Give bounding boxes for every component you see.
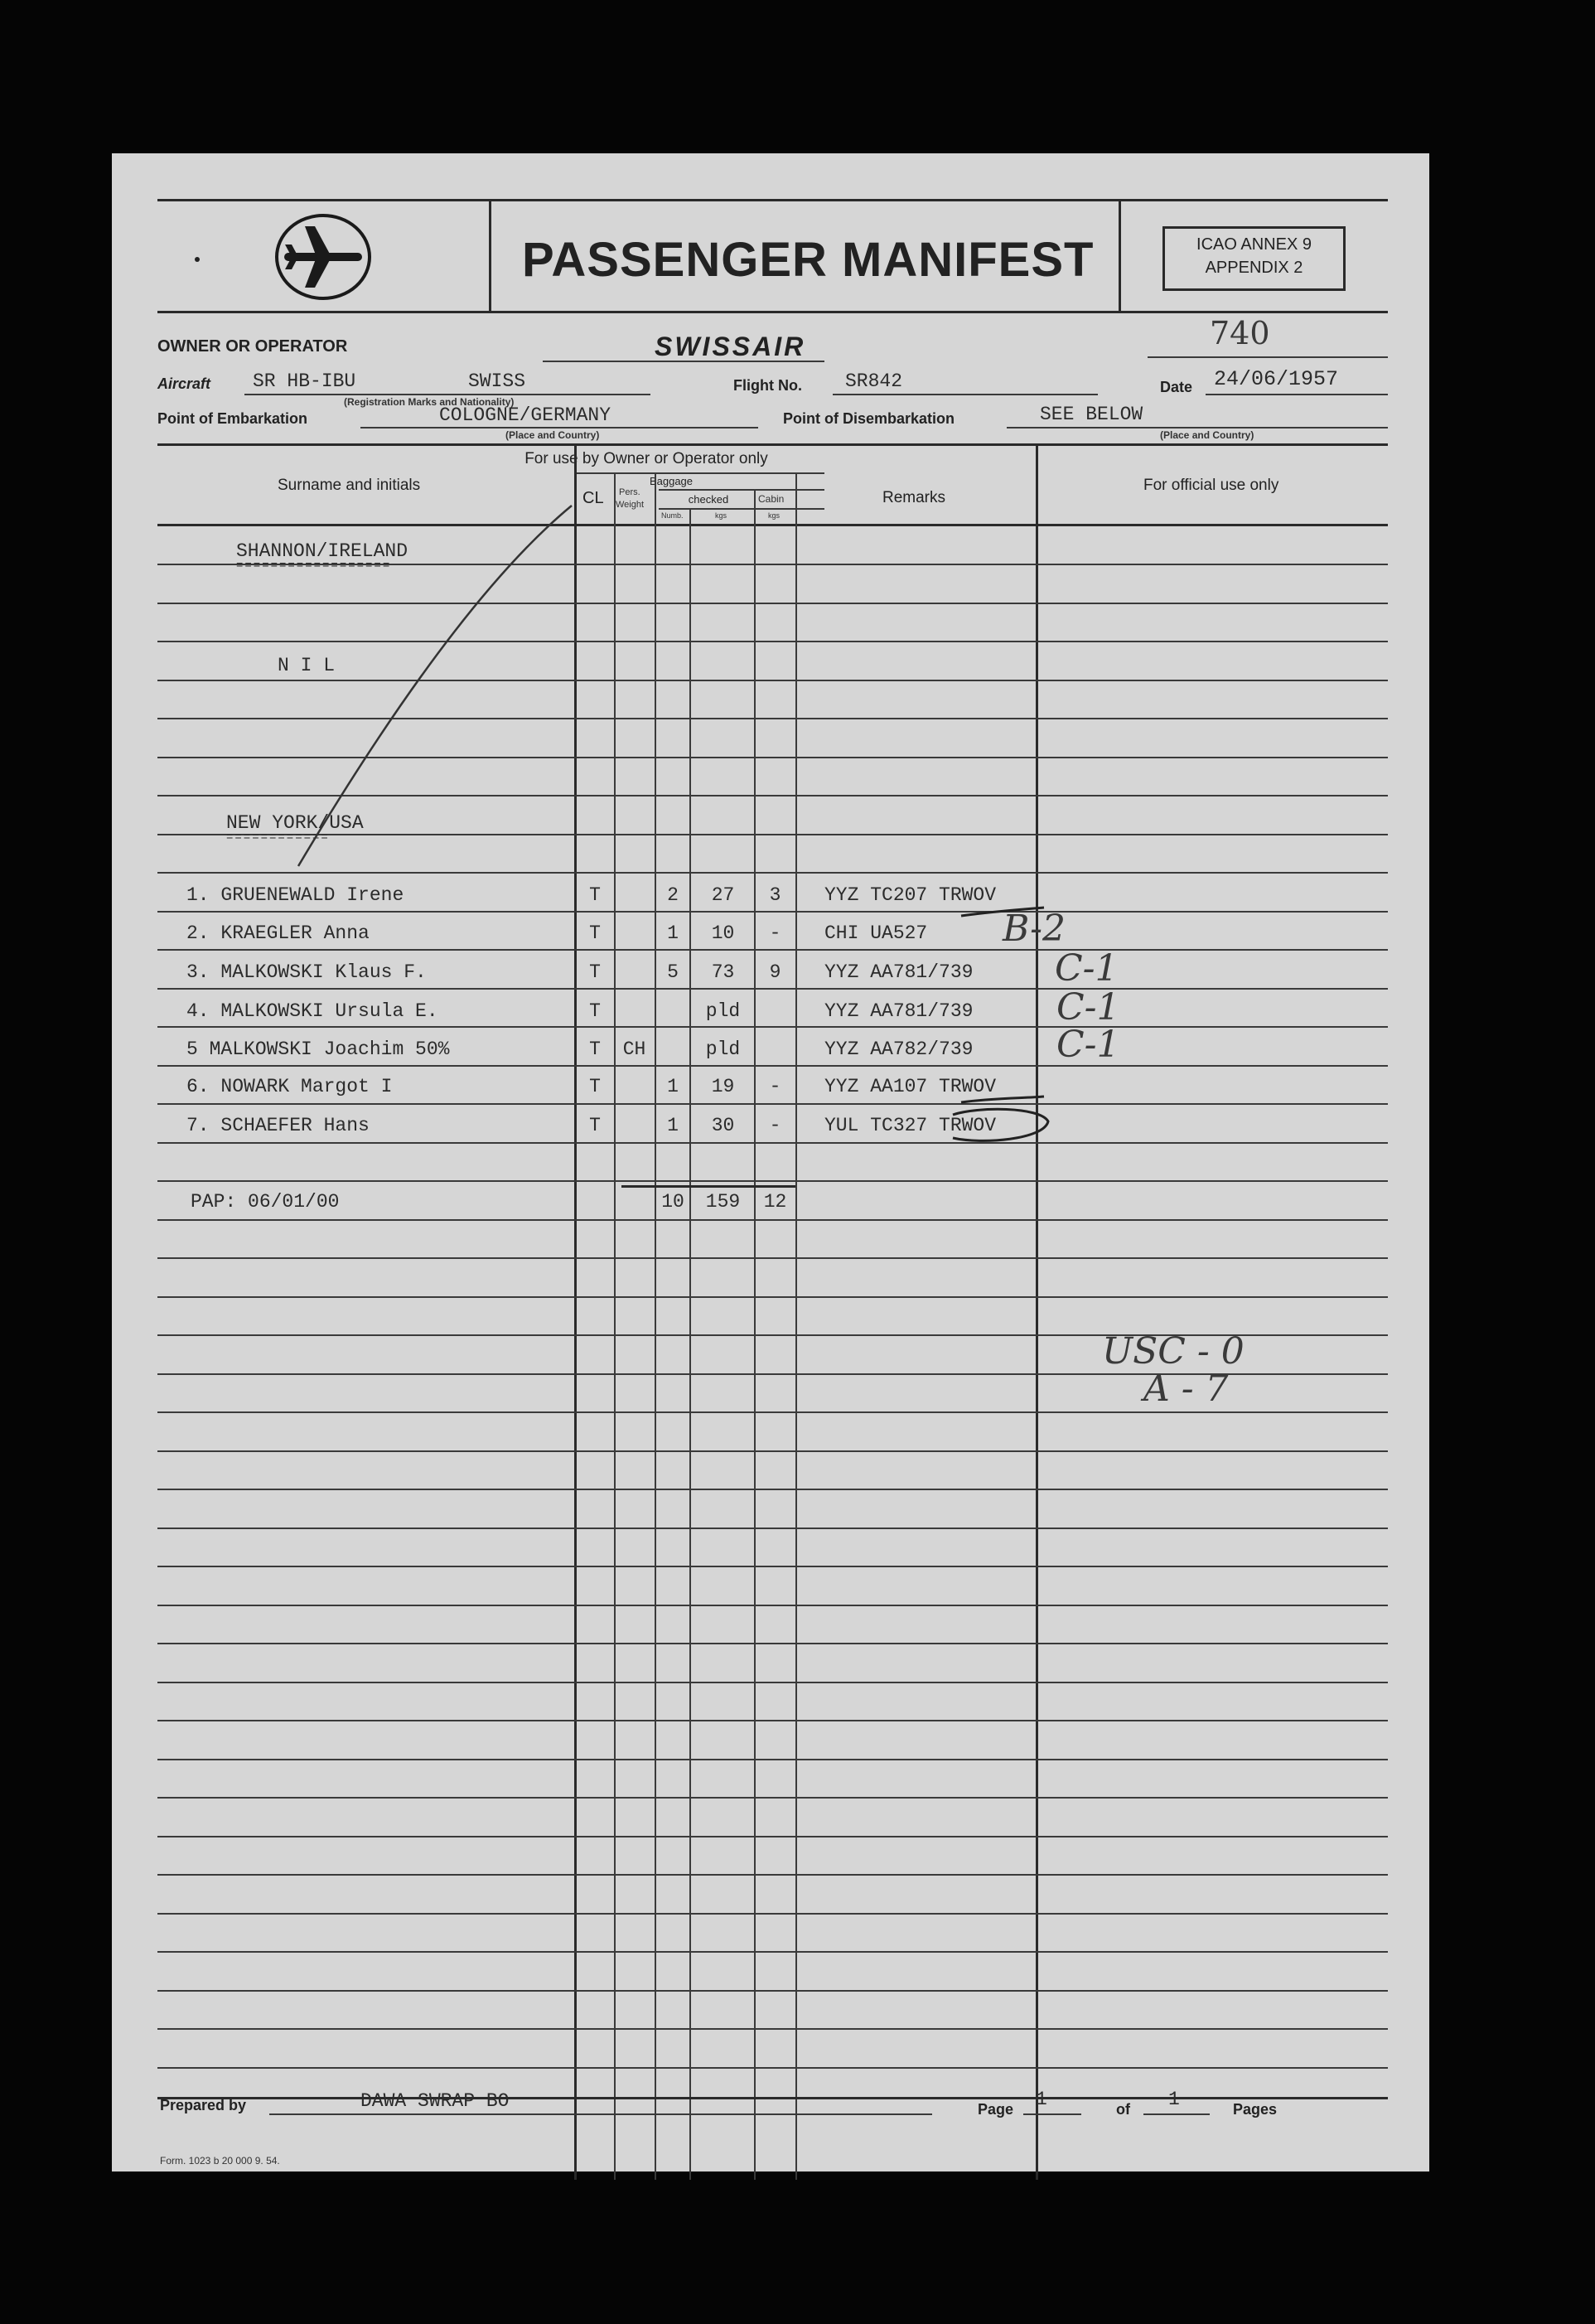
- airline-name: SWISSAIR: [655, 332, 806, 361]
- date-label: Date: [1160, 379, 1193, 395]
- registration-note: (Registration Marks and Nationality): [344, 396, 515, 408]
- baggage-header: Baggage: [649, 475, 694, 487]
- section-newyork: NEW YORK/USA: [226, 812, 364, 834]
- owner-use-header: For use by Owner or Operator only: [524, 450, 768, 467]
- passenger-name: 6. NOWARK Margot I: [186, 1076, 393, 1097]
- passenger-name: 1. GRUENEWALD Irene: [186, 884, 404, 906]
- aircraft-nationality: SWISS: [468, 370, 526, 392]
- of-label: of: [1116, 2101, 1130, 2118]
- passenger-class: T: [589, 1000, 601, 1022]
- official-note-usc: USC - 0: [1102, 1330, 1245, 1373]
- totals-rule: [621, 1185, 795, 1188]
- date-value: 24/06/1957: [1214, 367, 1339, 391]
- embarkation-value: COLOGNE/GERMANY: [439, 404, 611, 426]
- baggage-number: 1: [667, 922, 679, 944]
- cabin-kgs: 9: [769, 961, 781, 983]
- section-shannon-underline: ==================: [236, 559, 392, 573]
- passenger-class: T: [589, 1115, 601, 1136]
- cabin-kgs: -: [769, 922, 781, 944]
- totals-kgs: 159: [705, 1191, 741, 1213]
- section-shannon: SHANNON/IRELAND: [236, 540, 408, 562]
- baggage-number: 1: [667, 1076, 679, 1097]
- surname-header: Surname and initials: [278, 477, 421, 494]
- of-underline: [1143, 2113, 1210, 2115]
- baggage-number: 1: [667, 1115, 679, 1136]
- numb-header: Numb.: [661, 511, 684, 520]
- official-note: C-1: [1055, 947, 1119, 990]
- cabin-kgs-header: kgs: [768, 511, 781, 520]
- form-code: Form. 1023 b 20 000 9. 54.: [160, 2155, 280, 2167]
- passenger-remarks: YUL TC327 TRWOV: [824, 1115, 997, 1136]
- baggage-kgs: 27: [711, 884, 735, 906]
- personal-weight: CH: [622, 1039, 646, 1060]
- of-value: 1: [1168, 2089, 1180, 2110]
- section-newyork-underline: ============: [226, 831, 330, 845]
- embarkation-note: (Place and Country): [505, 429, 600, 441]
- cabin-header: Cabin: [758, 493, 785, 505]
- embarkation-label: Point of Embarkation: [157, 410, 308, 427]
- cabin-kgs: 3: [769, 884, 781, 906]
- footer-top-rule: [157, 2097, 1388, 2099]
- disembarkation-value: SEE BELOW: [1040, 404, 1143, 425]
- passenger-remarks: YYZ AA781/739: [824, 1000, 974, 1022]
- cl-header: CL: [582, 489, 604, 507]
- cabin-kgs: -: [769, 1076, 781, 1097]
- prepared-by-value: DAWA SWRAP BO: [360, 2090, 510, 2112]
- passenger-name: 7. SCHAEFER Hans: [186, 1115, 370, 1136]
- passenger-class: T: [589, 1076, 601, 1097]
- passenger-name: 4. MALKOWSKI Ursula E.: [186, 1000, 438, 1022]
- totals-cabin: 12: [763, 1191, 787, 1213]
- manifest-sheet: [112, 153, 1429, 2171]
- passenger-class: T: [589, 1039, 601, 1060]
- official-note: C-1: [1056, 1024, 1120, 1066]
- passenger-name: 3. MALKOWSKI Klaus F.: [186, 961, 427, 983]
- flight-no-value: SR842: [845, 370, 903, 392]
- cabin-kgs: -: [769, 1115, 781, 1136]
- official-note-a: A - 7: [1143, 1368, 1229, 1410]
- checked-header: checked: [688, 493, 729, 506]
- disembarkation-label: Point of Disembarkation: [783, 410, 955, 427]
- passenger-name: 5 MALKOWSKI Joachim 50%: [186, 1039, 450, 1060]
- official-header: For official use only: [1143, 477, 1279, 494]
- aircraft-registration: SR HB-IBU: [253, 370, 356, 392]
- prepared-by-underline: [269, 2113, 932, 2115]
- remarks-header: Remarks: [882, 489, 946, 506]
- aircraft-label: Aircraft: [157, 375, 211, 392]
- passenger-class: T: [589, 922, 601, 944]
- baggage-kgs: 19: [711, 1076, 735, 1097]
- pers-weight-header-2: Weight: [616, 500, 645, 510]
- passenger-remarks: YYZ AA782/739: [824, 1039, 974, 1060]
- passenger-class: T: [589, 884, 601, 906]
- kgs-header: kgs: [715, 511, 727, 520]
- page-underline: [1023, 2113, 1081, 2115]
- official-note: C-1: [1056, 986, 1120, 1029]
- pers-weight-header-1: Pers.: [619, 487, 640, 497]
- passenger-remarks: YYZ AA781/739: [824, 961, 974, 983]
- passenger-remarks: CHI UA527: [824, 922, 928, 944]
- baggage-number: 2: [667, 884, 679, 906]
- totals-number: 10: [661, 1191, 684, 1213]
- owner-operator-label: OWNER OR OPERATOR: [157, 337, 348, 356]
- passenger-remarks: YYZ AA107 TRWOV: [824, 1076, 997, 1097]
- baggage-number: 5: [667, 961, 679, 983]
- passenger-class: T: [589, 961, 601, 983]
- passenger-name: 2. KRAEGLER Anna: [186, 922, 370, 944]
- baggage-kgs: pld: [705, 1039, 741, 1060]
- passenger-remarks: YYZ TC207 TRWOV: [824, 884, 997, 906]
- flight-no-label: Flight No.: [733, 377, 802, 394]
- remark-underlines: [112, 153, 1429, 2171]
- page-value: 1: [1036, 2089, 1047, 2110]
- totals-label: PAP: 06/01/00: [191, 1191, 340, 1213]
- icao-line2: APPENDIX 2: [1205, 259, 1303, 277]
- baggage-kgs: 30: [711, 1115, 735, 1136]
- official-note: B-2: [1003, 908, 1066, 950]
- baggage-kgs: 10: [711, 922, 735, 944]
- page-title: PASSENGER MANIFEST: [522, 233, 1095, 287]
- pages-label: Pages: [1233, 2101, 1278, 2118]
- baggage-kgs: pld: [705, 1000, 741, 1022]
- disembarkation-note: (Place and Country): [1160, 429, 1254, 441]
- page-label: Page: [978, 2101, 1014, 2118]
- icao-line1: ICAO ANNEX 9: [1196, 235, 1312, 254]
- section-nil: N I L: [278, 655, 336, 676]
- baggage-kgs: 73: [711, 961, 735, 983]
- sheet-number: 740: [1210, 315, 1270, 351]
- prepared-by-label: Prepared by: [160, 2097, 247, 2113]
